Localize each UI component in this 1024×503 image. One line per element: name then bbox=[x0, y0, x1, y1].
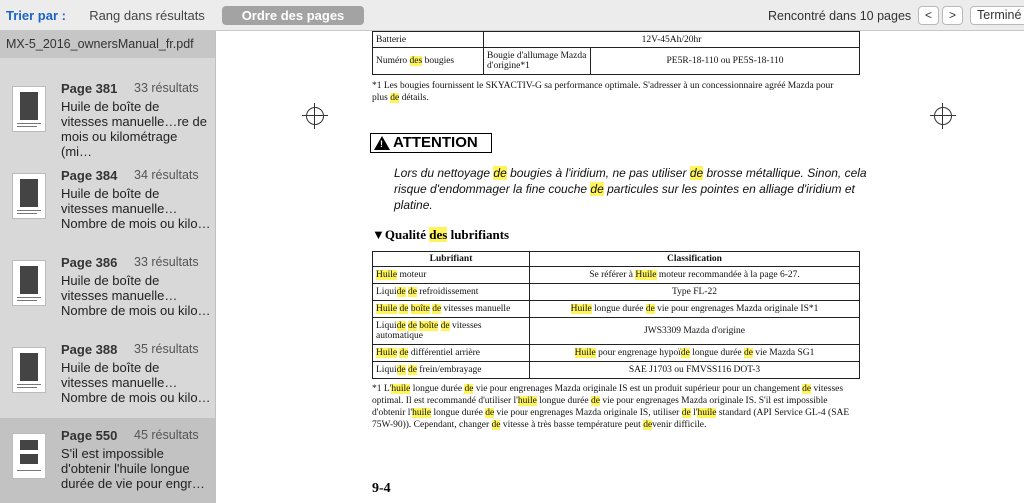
result-page: Page 550 bbox=[61, 428, 118, 443]
exclamation-icon: ! bbox=[380, 139, 383, 149]
result-snippet bbox=[61, 273, 211, 318]
snippet-line: Nombre de mois ou kilo… bbox=[61, 216, 211, 231]
previous-result-button[interactable] bbox=[918, 6, 939, 25]
pdf-page-viewer[interactable] bbox=[216, 31, 1024, 503]
result-count: 33 résultats bbox=[134, 81, 199, 95]
chevron-right-icon: > bbox=[948, 8, 956, 22]
attention-label: ATTENTION bbox=[393, 134, 478, 151]
result-count: 45 résultats bbox=[134, 428, 199, 442]
table-cell: Huile moteur bbox=[373, 267, 530, 284]
registration-mark-icon bbox=[302, 103, 328, 129]
result-count: 34 résultats bbox=[134, 168, 199, 182]
result-page: Page 381 bbox=[61, 81, 118, 96]
table-cell: Liquide de frein/embrayage bbox=[373, 362, 530, 379]
lubricant-footnote: *1 L'huile longue durée de vie pour engrenages Mazda originale IS est un produit supérieur pour un changement de vitesses optimal. Il est recommandé d'utiliser l'huile longue durée de vie pour engrenages Mazda originale IS. S'il est impossible d'obtenir l'huile longue durée de vie pour engrenages Mazda originale IS, utiliser de l'huile standard (API Service GL-4 (SAE 75W-90)). Cependant, changer de vitesse à très basse température peut devenir difficile. bbox=[372, 384, 850, 430]
table-cell: Type FL-22 bbox=[530, 284, 860, 301]
snippet-line: Nombre de mois ou kilo… bbox=[61, 303, 211, 318]
chevron-left-icon: < bbox=[924, 8, 932, 22]
next-result-button[interactable] bbox=[942, 6, 963, 25]
search-result-item-selected[interactable] bbox=[0, 418, 216, 503]
file-name: MX-5_2016_ownersManual_fr.pdf bbox=[6, 37, 194, 51]
snippet-line: S'il est impossible bbox=[61, 446, 164, 461]
table-cell: Huile de boîte de vitesses manuelle bbox=[373, 301, 530, 318]
done-button[interactable]: Terminé bbox=[970, 6, 1024, 25]
result-count: 33 résultats bbox=[134, 255, 199, 269]
snippet-line: Huile de boîte de bbox=[61, 360, 160, 375]
snippet-line: Huile de boîte de bbox=[61, 99, 160, 114]
spec-label: Numéro des bougies bbox=[373, 48, 484, 75]
sort-by-page-order-button[interactable]: Ordre des pages bbox=[222, 6, 364, 25]
snippet-line: d'obtenir l'huile longue bbox=[61, 461, 190, 476]
spec-value: PE5R-18-110 ou PE5S-18-110 bbox=[591, 48, 860, 75]
found-count-text: Rencontré dans 10 pages bbox=[768, 9, 912, 23]
file-header[interactable] bbox=[0, 31, 216, 58]
page-thumbnail-icon bbox=[12, 86, 46, 132]
table-cell: Huile longue durée de vie pour engrenages Mazda originale IS*1 bbox=[530, 301, 860, 318]
snippet-line: vitesses manuelle…re de bbox=[61, 114, 207, 129]
spec-table bbox=[372, 31, 860, 75]
result-page: Page 386 bbox=[61, 255, 118, 270]
search-result-item[interactable] bbox=[0, 245, 216, 332]
snippet-line: Huile de boîte de bbox=[61, 186, 160, 201]
search-results-sidebar bbox=[0, 31, 216, 503]
search-toolbar bbox=[0, 0, 1024, 31]
search-result-item[interactable] bbox=[0, 71, 216, 158]
table-row bbox=[373, 345, 860, 362]
page-number: 9-4 bbox=[372, 481, 391, 496]
spec-sub: Bougie d'allumage Mazda d'origine*1 bbox=[484, 48, 591, 75]
snippet-line: mois ou kilométrage (mi… bbox=[61, 129, 178, 159]
table-header-row bbox=[373, 252, 860, 267]
result-snippet bbox=[61, 446, 211, 491]
result-page: Page 384 bbox=[61, 168, 118, 183]
attention-header bbox=[370, 133, 492, 153]
snippet-line: vitesses manuelle… bbox=[61, 288, 178, 303]
table-row bbox=[373, 267, 860, 284]
table-cell: SAE J1703 ou FMVSS116 DOT-3 bbox=[530, 362, 860, 379]
column-header: Classification bbox=[530, 252, 860, 267]
search-result-item[interactable] bbox=[0, 158, 216, 245]
result-snippet bbox=[61, 186, 211, 231]
result-page: Page 388 bbox=[61, 342, 118, 357]
attention-text: Lors du nettoyage de bougies à l'iridium, ne pas utiliser de brosse métallique. Sinon, cela risque d'endommager la fine couche de particules sur les pointes en alliage d'iridium et platine. bbox=[394, 166, 867, 212]
snippet-line: vitesses manuelle… bbox=[61, 201, 178, 216]
page-thumbnail-icon bbox=[12, 173, 46, 219]
table-row bbox=[373, 301, 860, 318]
lubricant-table bbox=[372, 251, 860, 379]
sort-label: Trier par : bbox=[6, 8, 66, 23]
result-snippet bbox=[61, 99, 211, 159]
table-row bbox=[373, 32, 860, 48]
snippet-line: Huile de boîte de bbox=[61, 273, 160, 288]
table-row bbox=[373, 284, 860, 301]
section-title: ▼Qualité des lubrifiants bbox=[372, 227, 510, 242]
result-count: 35 résultats bbox=[134, 342, 199, 356]
spec-footnote: *1 Les bougies fournissent le SKYACTIV-G sa performance optimale. S'adresser à un concessionnaire agréé Mazda pour plus de détails. bbox=[372, 81, 834, 103]
registration-mark-icon bbox=[930, 103, 956, 129]
page-thumbnail-icon bbox=[12, 433, 46, 479]
table-cell: Se référer à Huile moteur recommandée à la page 6-27. bbox=[530, 267, 860, 284]
table-row bbox=[373, 362, 860, 379]
table-cell: Liquide de boîte de vitesses automatique bbox=[373, 318, 530, 345]
table-row bbox=[373, 48, 860, 75]
table-cell: Liquide de refroidissement bbox=[373, 284, 530, 301]
sort-by-rank-button[interactable]: Rang dans résultats bbox=[89, 8, 205, 23]
search-result-item[interactable] bbox=[0, 332, 216, 419]
spec-value: 12V-45Ah/20hr bbox=[484, 32, 860, 48]
result-snippet bbox=[61, 360, 211, 405]
snippet-line: Nombre de mois ou kilo… bbox=[61, 390, 211, 405]
column-header: Lubrifiant bbox=[373, 252, 530, 267]
spec-label: Batterie bbox=[373, 32, 484, 48]
page-thumbnail-icon bbox=[12, 347, 46, 393]
snippet-line: vitesses manuelle… bbox=[61, 375, 178, 390]
table-cell: Huile pour engrenage hypoïde longue durée de vie Mazda SG1 bbox=[530, 345, 860, 362]
table-cell: Huile de différentiel arrière bbox=[373, 345, 530, 362]
snippet-line: durée de vie pour engr… bbox=[61, 476, 205, 491]
table-cell: JWS3309 Mazda d'origine bbox=[530, 318, 860, 345]
page-thumbnail-icon bbox=[12, 260, 46, 306]
table-row bbox=[373, 318, 860, 345]
